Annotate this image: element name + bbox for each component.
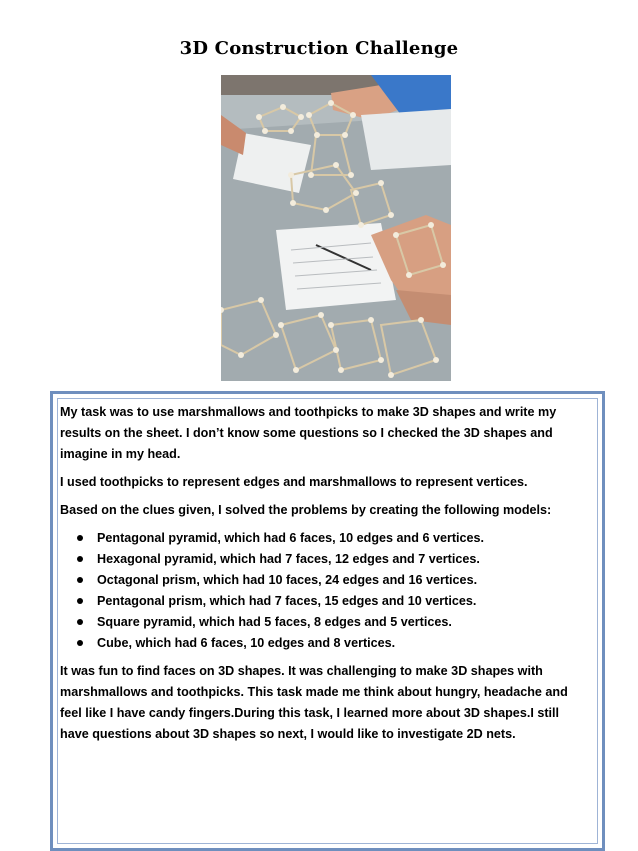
models-list bbox=[60, 528, 590, 654]
reflection-text bbox=[60, 402, 590, 752]
list-item: Octagonal prism, which had 10 faces, 24 edges and 16 vertices. bbox=[97, 570, 590, 591]
paragraph-conclusion: It was fun to find faces on 3D shapes. It was challenging to make 3D shapes with marshmallows and toothpicks. This task made me think about hungry, headache and feel like I have candy fingers.During this task, I learned more about 3D shapes.I still have questions about 3D shapes so next, I would like to investigate 2D nets. bbox=[60, 664, 568, 741]
page-title: 3D Construction Challenge bbox=[179, 38, 459, 59]
list-item: Hexagonal pyramid, which had 7 faces, 12 edges and 7 vertices. bbox=[97, 549, 590, 570]
list-item: Pentagonal prism, which had 7 faces, 15 edges and 10 vertices. bbox=[97, 591, 590, 612]
paragraph-representation: I used toothpicks to represent edges and marshmallows to represent vertices. bbox=[60, 475, 528, 489]
list-item: Square pyramid, which had 5 faces, 8 edges and 5 vertices. bbox=[97, 612, 590, 633]
paragraph-clues: Based on the clues given, I solved the problems by creating the following models: bbox=[60, 503, 552, 517]
photo-illustration bbox=[221, 75, 451, 381]
list-item: Pentagonal pyramid, which had 6 faces, 10 edges and 6 vertices. bbox=[97, 528, 590, 549]
classroom-photo bbox=[221, 75, 451, 381]
list-item: Cube, which had 6 faces, 10 edges and 8 vertices. bbox=[97, 633, 590, 654]
paragraph-task: My task was to use marshmallows and toothpicks to make 3D shapes and write my results on the sheet. I don’t know some questions so I checked the 3D shapes and imagine in my head. bbox=[60, 405, 557, 461]
